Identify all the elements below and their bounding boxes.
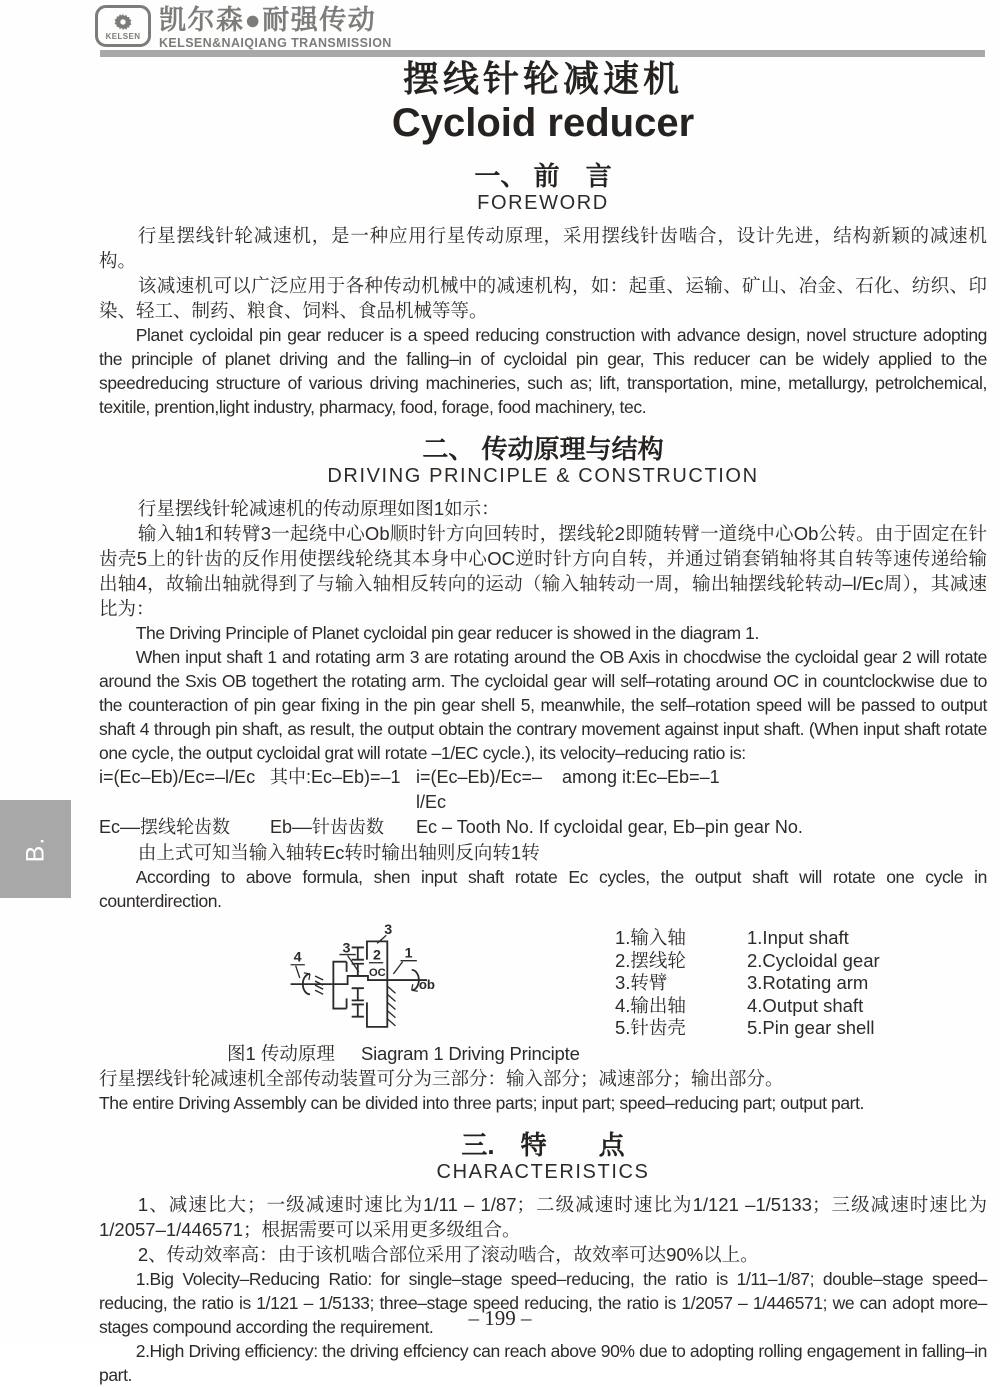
section-tab-label: B. — [21, 836, 49, 862]
diagram-label-3-mid: 3 — [342, 940, 351, 957]
legend-item — [615, 1017, 880, 1040]
heading-foreword-en: FOREWORD — [477, 192, 609, 214]
diagram-label-4: 4 — [293, 949, 302, 966]
legend-label-en: 4.Output shaft — [747, 994, 864, 1016]
legend-item — [615, 972, 880, 995]
paragraph: 2.High Driving efficiency: the driving effciency can reach above 90% due to adopting rolling engagement in falling–in part. — [99, 1341, 987, 1385]
legend-label-en: 2.Cycloidal gear — [747, 949, 880, 971]
legend-label-en: 3.Rotating arm — [747, 972, 869, 993]
logo-kelsen-text: KELSEN — [105, 32, 141, 41]
heading-principle-cn: 二、 传动原理与结构 — [422, 434, 664, 464]
legend-item — [615, 927, 880, 950]
paragraph: When input shaft 1 and rotating arm 3 are rotating around the OB Axis in chocdwise the cycloidal gear 2 will rotate around the Sxis OB togethert the rotating arm. The cycloidal gear will self–rotating around OC in countclockwise due to the counteraction of pin gear fixing in the pin gear shell 5, meanwhile, the self–rotation speed will be passed to output shaft 4 through pin shaft, as result, the output obtain the contrary movement against input shaft. (When input shaft rotate one cycle, the output cycloidal grat will rotate –1/EC cycle.), its velocity–reducing ratio is: — [99, 647, 987, 763]
legend-label-cn: 1.输入轴 — [615, 927, 686, 948]
heading-principle-en: DRIVING PRINCIPLE & CONSTRUCTION — [327, 465, 759, 487]
paragraph: The entire Driving Assembly can be divided into three parts; input part; speed–reducing part; output part. — [99, 1093, 865, 1113]
formula-segment: among it:Ec–Eb=–1 — [562, 767, 720, 787]
heading-foreword-cn: 一、 前 言 — [474, 161, 612, 191]
brand-name-en: KELSEN&NAIQIANG TRANSMISSION — [159, 36, 392, 50]
diagram-label-oc: OC — [368, 966, 386, 979]
figure-caption-cn: 图1 传动原理 — [227, 1043, 335, 1064]
formula-segment: Ec – Tooth No. If cycloidal gear, Eb–pin gear No. — [416, 817, 803, 837]
legend-label-cn: 5.针齿壳 — [615, 1017, 686, 1038]
figure-caption — [227, 1042, 987, 1066]
page-header — [95, 5, 392, 51]
kelsen-logo-badge — [95, 5, 151, 47]
paragraph: The Driving Principle of Planet cycloidal pin gear reducer is showed in the diagram 1. — [135, 623, 759, 643]
formula-line-1 — [99, 765, 987, 815]
formula-line-2 — [99, 815, 987, 840]
section-tab-b — [0, 800, 71, 898]
page-title-en: Cycloid reducer — [391, 101, 695, 145]
paragraph: 该减速机可以广泛应用于各种传动机械中的减速机构，如：起重、运输、矿山、冶金、石化、纺织、印染、轻工、制药、粮食、饲料、食品机械等等。 — [99, 275, 987, 321]
figure-1-block — [99, 921, 987, 1040]
figure-caption-en: Siagram 1 Driving Principte — [360, 1043, 580, 1064]
document-body — [99, 58, 987, 1387]
legend-label-cn: 2.摆线轮 — [615, 949, 686, 971]
heading-characteristics-en: CHARACTERISTICS — [436, 1161, 650, 1183]
paragraph: 行星摆线针轮减速机的传动原理如图1如示： — [137, 498, 500, 519]
formula-segment: Eb––针齿齿数 — [270, 817, 385, 837]
paragraph: 输入轴1和转臂3一起绕中心Ob顺时针方向回转时，摆线轮2即随转臂一道绕中心Ob公转。由于固定在针齿壳5上的针齿的反作用使摆线轮绕其本身中心OC逆时针方向自转，并通过销套销轴将其自转等速传递给输出轴4，故输出轴就得到了与输入轴相反转向的运动（输入轴转动一周，输出轴摆线轮转动–l/Ec周），其减速比为： — [99, 523, 987, 619]
formula-segment: i=(Ec–Eb)/Ec=–l/Ec — [416, 767, 543, 812]
page-number: – 199 – — [468, 1306, 532, 1330]
formula-segment: 其中:Ec–Eb)=–1 — [270, 767, 401, 787]
figure-legend — [615, 927, 880, 1040]
diagram-label-ob: ob — [418, 977, 436, 993]
legend-item — [615, 995, 880, 1018]
formula-segment: Ec––摆线轮齿数 — [99, 817, 231, 837]
paragraph: 2、传动效率高：由于该机啮合部位采用了滚动啮合，故效率可达90%以上。 — [137, 1244, 759, 1265]
heading-characteristics-cn: 三. 特 点 — [461, 1130, 625, 1160]
paragraph: 行星摆线针轮减速机全部传动装置可分为三部分：输入部分；减速部分；输出部分。 — [99, 1068, 784, 1089]
kinematic-schematic — [285, 921, 455, 1035]
paragraph: 行星摆线针轮减速机，是一种应用行星传动原理，采用摆线针齿啮合，设计先进，结构新颖的减速机构。 — [99, 225, 987, 271]
legend-label-cn: 4.输出轴 — [615, 994, 686, 1016]
brand-block — [159, 5, 392, 51]
diagram-label-1: 1 — [404, 945, 413, 962]
diagram-label-3-top: 3 — [384, 922, 393, 939]
paragraph: Planet cycloidal pin gear reducer is a speed reducing construction with advance design, novel structure adopting the principle of planet driving and the falling–in of cycloidal pin gear, This reducer can be widely applied to the speedreducing structure of various driving machineries, such as; lift, transportation, mine, metallurgy, petrolchemical, texitile, prention,light industry, pharmacy, food, forage, food machinery, tec. — [99, 325, 987, 417]
legend-item — [615, 950, 880, 973]
paragraph: According to above formula, shen input shaft rotate Ec cycles, the output shaft will rotate one cycle in counterdirection. — [99, 867, 987, 911]
page-title-cn: 摆线针轮减速机 — [402, 58, 683, 99]
paragraph: 1、减速比大；一级减速时速比为1/11 – 1/87；二级减速时速比为1/121 –1/5133；三级减速时速比为1/2057–1/446571；根据需要可以采用更多级组合。 — [99, 1194, 987, 1240]
brand-name-cn: 凯尔森●耐强传动 — [159, 5, 377, 35]
legend-label-en: 5.Pin gear shell — [747, 1017, 875, 1038]
diagram-label-2: 2 — [373, 947, 381, 964]
header-divider — [100, 50, 985, 57]
legend-label-en: 1.Input shaft — [747, 927, 849, 948]
paragraph: 由上式可知当输入轴转Ec转时输出轴则反向转1转 — [137, 842, 540, 863]
gear-logo-icon — [112, 12, 134, 32]
formula-segment: i=(Ec–Eb)/Ec=–l/Ec — [99, 767, 256, 787]
driving-principle-diagram — [285, 921, 455, 1040]
legend-label-cn: 3.转臂 — [615, 972, 668, 993]
paragraph: 1.Big Volecity–Reducing Ratio: for single–stage speed–reducing, the ratio is 1/11–1/87; double–stage speed–reducing, the ratio is 1/121 – 1/5133; three–stage speed reducing, the ratio is 1/2057 – 1/446571; we can adopt more–stages compound according the requirement. — [99, 1269, 987, 1337]
